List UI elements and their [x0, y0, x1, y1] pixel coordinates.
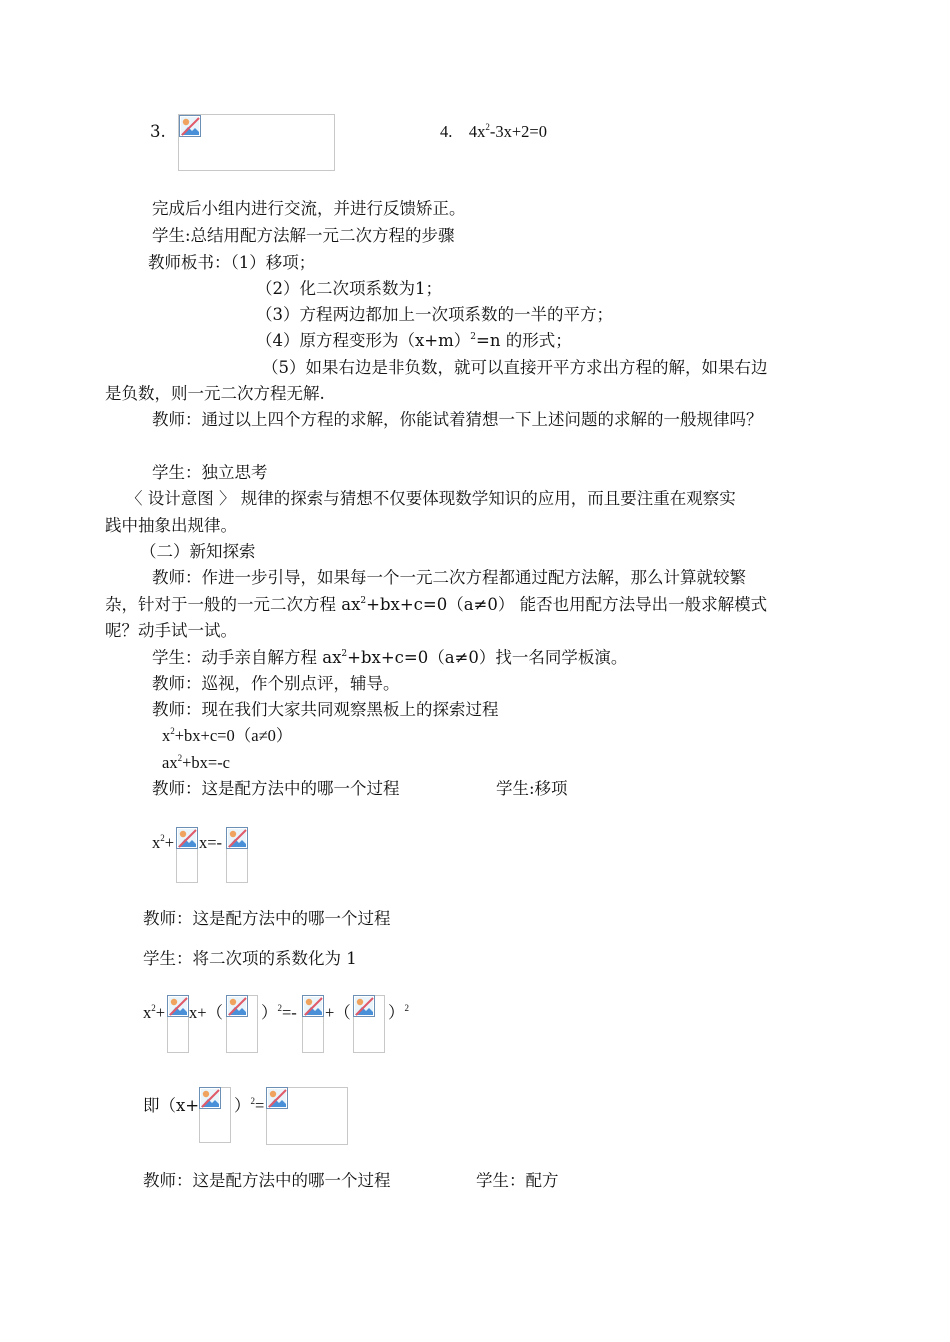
broken-image-icon: [176, 827, 198, 849]
eq2-plus2: +（: [325, 1003, 351, 1022]
broken-image-icon: [199, 1087, 221, 1109]
item-4-number: 4.: [440, 122, 453, 141]
broken-image-icon: [266, 1087, 288, 1109]
equation-line: $ax^2+bx=-c$: [162, 753, 231, 772]
text-line: （3）方程两边都加上一次项系数的一半的平方；: [256, 305, 613, 324]
text-line: 教师：巡视，作个别点评，辅导。: [152, 674, 400, 693]
text-line: 〈 设计意图 〉 规律的探索与猜想不仅要体现数学知识的应用，而且要注重在观察实: [126, 489, 736, 508]
text-line: 学生：独立思考: [152, 463, 268, 482]
eq1-xeq: x=-: [199, 833, 223, 852]
broken-image-icon: [302, 995, 324, 1017]
text-line: 杂，针对于一般的一元二次方程 $ax^2+bx+c=0(a\ne 0)$ 能否也用配方法导出一般求解模式: [105, 595, 768, 614]
text-line: 是负数，则一元二次方程无解.: [105, 384, 325, 403]
text-line: 学生：动手亲自解方程 $ax^2+bx+c=0(a\ne 0)$找一名同学板演。: [152, 648, 628, 667]
text-line: 教师板书：（1）移项；: [148, 253, 316, 272]
fraction-image: [266, 1087, 348, 1145]
text-line: （5）如果右边是非负数，就可以直接开平方求出方程的解，如果右边: [262, 358, 768, 377]
broken-image-icon: [226, 827, 248, 849]
eq3-prefix: 即（x+: [143, 1096, 200, 1115]
fraction-image: [226, 995, 258, 1053]
fraction-image: [167, 995, 189, 1053]
text-line: 完成后小组内进行交流，并进行反馈矫正。: [152, 199, 466, 218]
text-line: 学生：配方: [476, 1171, 559, 1190]
item-3-number: 3.: [150, 122, 166, 141]
broken-image-icon: [353, 995, 375, 1017]
text-line: 教师：这是配方法中的哪一个过程: [143, 1171, 391, 1190]
broken-image-icon: [226, 995, 248, 1017]
fraction-image: [199, 1087, 231, 1143]
text-line: 呢？动手试一试。: [105, 621, 237, 640]
fraction-image: [226, 827, 248, 883]
item-4-equation: 4. $4x^2-3x+2=0$: [440, 122, 547, 141]
eq2-xplus: x+（: [189, 1003, 224, 1022]
fraction-image: [176, 827, 198, 883]
fraction-image: [353, 995, 385, 1053]
text-line: 践中抽象出规律。: [105, 516, 237, 535]
text-line: 学生：将二次项的系数化为 1: [143, 949, 357, 968]
text-line: 教师：这是配方法中的哪一个过程: [143, 909, 391, 928]
text-line: 教师：通过以上四个方程的求解，你能试着猜想一下上述问题的求解的一般规律吗？: [152, 410, 763, 429]
broken-image-icon: [167, 995, 189, 1017]
eq3-close: ）$^2$=: [234, 1096, 265, 1115]
eq2-close2: ）$^2$: [388, 1003, 409, 1022]
text-line: （4）原方程变形为$(x+m)^2=n$ 的形式；: [256, 331, 572, 350]
text-line: （2）化二次项系数为1；: [256, 279, 442, 298]
item-3-image: [178, 114, 335, 171]
eq2-close: ）$^2$=-: [261, 1003, 297, 1022]
equation-line: $x^2+bx+c=0(a\ne 0)$: [162, 726, 293, 745]
eq2-x2: $x^2+$: [143, 1003, 166, 1022]
text-line: 学生:总结用配方法解一元二次方程的步骤: [152, 226, 455, 245]
broken-image-icon: [179, 115, 201, 137]
fraction-image: [302, 995, 324, 1053]
text-line: 学生:移项: [496, 779, 568, 798]
text-line: 教师：作进一步引导，如果每一个一元二次方程都通过配方法解，那么计算就较繁: [152, 568, 746, 587]
text-line: 教师：这是配方法中的哪一个过程: [152, 779, 400, 798]
eq1-x2: $x^2+$: [152, 833, 175, 852]
text-line: 教师：现在我们大家共同观察黑板上的探索过程: [152, 700, 499, 719]
section-heading: （二）新知探索: [140, 542, 256, 561]
